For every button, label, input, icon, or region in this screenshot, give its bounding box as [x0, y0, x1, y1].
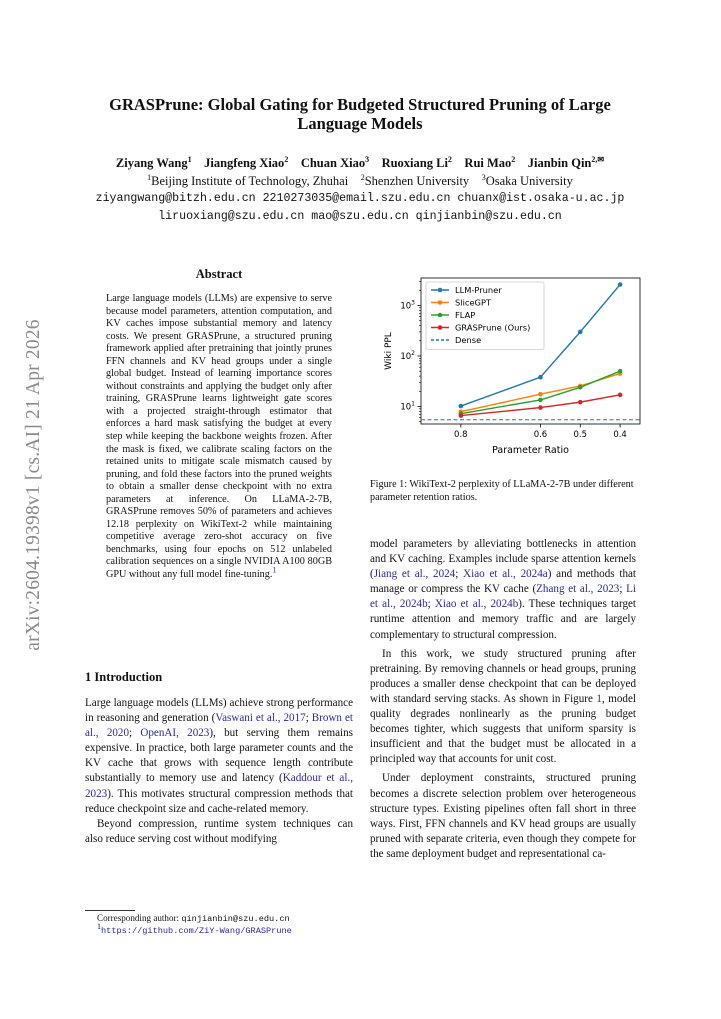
intro-right-column: [370, 537, 636, 862]
author-sup: 2,✉: [591, 154, 605, 164]
author-sup: 3: [365, 154, 370, 164]
citation-link[interactable]: Li et al., 2024b: [370, 583, 637, 611]
legend-label: LLM-Pruner: [455, 285, 502, 295]
footnote-label: Corresponding author:: [97, 913, 182, 923]
text-run: ;: [129, 727, 141, 740]
data-point: [578, 385, 583, 390]
author-name: Chuan Xiao: [300, 156, 366, 170]
citation-link[interactable]: Zhang et al., 2023: [536, 583, 620, 596]
author-name: Jianbin Qin: [527, 156, 592, 170]
footnote-mark: 1: [97, 921, 101, 931]
author-name: Ruoxiang Li: [381, 156, 448, 170]
paper-title: [75, 95, 645, 133]
citation-link[interactable]: OpenAI, 2023: [140, 727, 210, 740]
right-paragraph-1: [370, 537, 636, 643]
section-heading-introduction: 1 Introduction: [85, 670, 163, 684]
data-point: [459, 404, 464, 409]
x-tick-label: 0.6: [533, 430, 548, 440]
text-run: Large language models (LLMs) achieve strong performance in reasoning and generation (: [85, 697, 353, 725]
abstract-text: Large language models (LLMs) are expensive to serve because model parameters, attention computation, and KV caches impose substantial memory and latency costs. We present GRASPrune, a structured pruning framework applied after pretraining that jointly prunes FFN channels and KV head groups under a single global budget. Instead of learning importance scores without constraints and applying the budget only after training, GRASPrune learns lightweight gate scores with a projected straight-through estimator that enforces a hard mask satisfying the budget at every step while keeping the backbone weights frozen. After the mask is fixed, we calibrate scaling factors on the retained units to mitigate scale mismatch caused by pruning, and fold these factors into the pruned weights to obtain a smaller dense checkpoint with no extra parameters at inference. On LLaMA-2-7B, GRASPrune removes 50% of parameters and achieves 12.18 perplexity on WikiText-2 while maintaining competitive average zero-shot accuracy on five benchmarks, using four epochs on 512 unlabeled calibration sequences on a single NVIDIA A100 80GB GPU without any full model fine-tuning.: [106, 293, 332, 581]
legend-label: Dense: [455, 335, 482, 345]
y-tick-label: $10^3$: [400, 299, 415, 312]
affil-sup: 1: [147, 172, 152, 182]
abstract-heading: Abstract: [195, 267, 243, 281]
data-point: [578, 330, 583, 335]
arxiv-sidebar: [0, 0, 50, 1019]
legend-label: SliceGPT: [455, 297, 492, 308]
data-point: [538, 405, 543, 410]
text-run: ). These techniques target runtime attention and memory traffic and are largely complementary to structural compression.: [370, 598, 636, 641]
legend-marker: [438, 288, 443, 293]
data-point: [618, 369, 623, 374]
data-point: [618, 282, 623, 287]
text-run: ;: [619, 583, 627, 596]
data-point: [618, 393, 623, 398]
y-tick-label: $10^2$: [400, 349, 415, 362]
citation-link[interactable]: Vaswani et al., 2017: [215, 712, 306, 725]
footnote-email: qinjianbin@szu.edu.cn: [181, 914, 290, 924]
author-sup: 2: [447, 154, 452, 164]
text-run: model parameters by alleviating bottlenecks in attention and KV caching. Examples include sparse attention kernels (: [370, 538, 636, 581]
data-point: [538, 398, 543, 403]
abstract-footnote-mark[interactable]: 1: [272, 565, 277, 575]
citation-link[interactable]: Xiao et al., 2024a: [463, 568, 548, 581]
legend-label: FLAP: [455, 310, 476, 320]
affil-sup: 3: [481, 172, 486, 182]
text-run: ;: [427, 598, 435, 611]
right-paragraph-3: Under deployment constraints, structured pruning becomes a discrete selection problem over heterogeneous structure types. Existing pipelines often fall short in three ways. First, FFN channels and KV head groups are usually pruned with separate criteria, even though they compete for the same deployment budget and representational ca-: [370, 772, 636, 860]
figure-1-caption: Figure 1: WikiText-2 perplexity of LLaMA-2-7B under different parameter retention ratios.: [370, 479, 634, 503]
data-point: [538, 375, 543, 380]
data-point: [578, 400, 583, 405]
title-line-1: GRASPrune: Global Gating for Budgeted Structured Pruning of Large: [109, 95, 611, 114]
arxiv-identifier: arXiv:2604.19398v1 [cs.AI] 21 Apr 2026: [23, 319, 44, 651]
title-line-2: Language Models: [297, 114, 423, 133]
repository-link[interactable]: https://github.com/ZiY-Wang/GRASPrune: [101, 926, 292, 936]
affiliation: Osaka University: [485, 174, 573, 188]
y-axis-label: Wiki PPL: [384, 332, 394, 370]
affiliation: Beijing Institute of Technology, Zhuhai: [151, 174, 349, 188]
data-point: [459, 413, 464, 418]
email-line-1: ziyangwang@bitzh.edu.cn 2210273035@email.szu.edu.cn chuanx@ist.osaka-u.ac.jp: [95, 192, 625, 205]
footnote-divider: [85, 910, 135, 911]
text-run: ). This motivates structural compression methods that reduce checkpoint size and cache-related memory.: [85, 787, 353, 815]
text-run: In this work, we study structured pruning after pretraining. By removing channels or head groups, pruning produces a smaller dense checkpoint that can be deployed with standard serving stacks. As shown in Figure: [370, 647, 636, 705]
affil-sup: 2: [360, 172, 365, 182]
text-run: ;: [455, 568, 464, 581]
author-sup: 2: [284, 154, 289, 164]
intro-paragraph-2: Beyond compression, runtime system techniques can also reduce serving cost without modifying: [85, 817, 353, 845]
author-name: Ziyang Wang: [115, 156, 188, 170]
text-run: , model quality degrades nonlinearly as the pruning budget becomes tighter, which suggests that uniform sparsity is insufficient and that the budget must be allocated in a principled way that accounts for unit cost.: [370, 692, 636, 766]
citation-link[interactable]: Kaddour et al., 2023: [85, 772, 353, 800]
y-tick-label: $10^1$: [400, 400, 415, 413]
intro-paragraph-1: [85, 696, 353, 817]
y-tick-exponent: 1: [411, 400, 415, 408]
citation-link[interactable]: Jiang et al., 2024: [373, 568, 456, 581]
figure-reference-link[interactable]: 1: [596, 692, 602, 705]
legend-marker: [438, 325, 443, 330]
x-axis-label: Parameter Ratio: [492, 445, 569, 456]
author-name: Jiangfeng Xiao: [204, 156, 285, 170]
x-tick-label: 0.4: [613, 430, 627, 440]
chart-legend: [426, 282, 544, 350]
y-tick-exponent: 2: [411, 349, 415, 357]
footnote-url: [85, 921, 353, 938]
legend-label: GRASPrune (Ours): [455, 322, 531, 333]
footnote-corresponding: [85, 913, 353, 926]
x-tick-label: 0.5: [573, 430, 588, 440]
author-sup: 2: [511, 154, 516, 164]
author-sup: 1: [187, 154, 192, 164]
data-point: [538, 392, 543, 397]
legend-marker: [438, 313, 443, 318]
email-line-2: liruoxiang@szu.edu.cn mao@szu.edu.cn qinjianbin@szu.edu.cn: [158, 210, 562, 223]
author-name: Rui Mao: [464, 156, 512, 170]
author-list: [60, 156, 660, 171]
citation-link[interactable]: Brown et al., 2020: [85, 712, 353, 740]
x-tick-label: 0.8: [454, 430, 468, 440]
affiliation-list: [60, 174, 660, 189]
y-tick-exponent: 3: [411, 299, 415, 307]
right-paragraph-2: [370, 647, 636, 768]
figure-1-chart: [368, 272, 648, 462]
affiliation: Shenzhen University: [364, 174, 470, 188]
abstract-body: [106, 293, 332, 582]
text-run: ), but serving them remains expensive. In practice, both large parameter counts and the KV cache that grows with sequence length contribute substantially to memory use and latency (: [85, 727, 354, 785]
text-run: ) and methods that manage or compress the KV cache (: [370, 568, 637, 596]
legend-marker: [438, 300, 443, 305]
intro-left-column: [85, 696, 353, 847]
citation-link[interactable]: Xiao et al., 2024b: [434, 598, 519, 611]
text-run: ;: [305, 712, 312, 725]
